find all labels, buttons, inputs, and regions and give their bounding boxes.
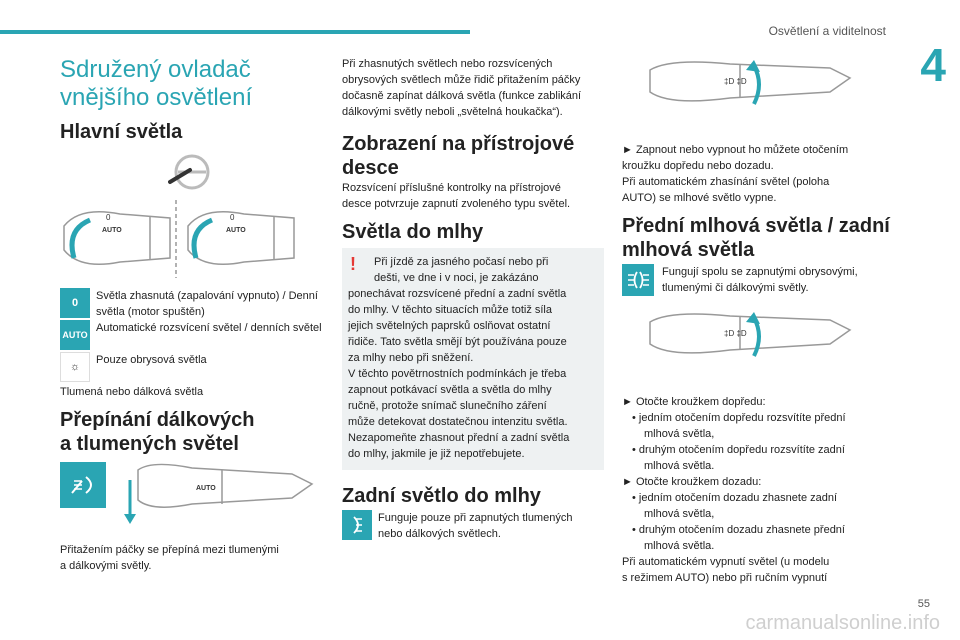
heading-zadni-svetlo: Zadní světlo do mlhy xyxy=(342,485,541,507)
step-line8: mlhová světla, xyxy=(644,508,715,520)
warning-line2: dešti, ve dne i v noci, je zakázáno xyxy=(374,272,539,284)
warning-line5: jejich světelných paprsků oslňovat ostatní xyxy=(348,320,551,332)
heading-hlavni-svetla: Hlavní světla xyxy=(60,121,183,143)
heading-zobrazeni-line2: desce xyxy=(342,157,399,179)
sidelights-icon: ☼ xyxy=(60,352,90,382)
warning-line6: řidiče. Tato světla smějí být používána pouze xyxy=(348,336,567,348)
flash-text-line4: dálkovými světly neboli „světelná houkačka“). xyxy=(342,106,563,118)
predni-text-line2: tlumenými či dálkovými světly. xyxy=(662,282,809,294)
warning-line4: do mlhy. V těchto situacích může totiž síla xyxy=(348,304,552,316)
chapter-number: 4 xyxy=(920,39,946,91)
lighting-stalk-illustration xyxy=(60,196,308,282)
svg-text:‡D ‡D: ‡D ‡D xyxy=(724,77,747,86)
flash-text-line3: dočasně zapínat dálková světla (funkce zablikání xyxy=(342,90,582,102)
step-line10: mlhová světla. xyxy=(644,540,715,552)
zobrazeni-text-line1: Rozsvícení příslušné kontrolky na přístrojové xyxy=(342,182,561,194)
main-heading-line2: vnějšího osvětlení xyxy=(60,84,253,111)
watermark: carmanualsonline.info xyxy=(745,612,940,634)
dipped-main-text: Tlumená nebo dálková světla xyxy=(60,386,204,398)
prepinani-text-line1: Přitažením páčky se přepíná mezi tlumenými xyxy=(60,544,279,556)
svg-text:AUTO: AUTO xyxy=(102,227,122,234)
step-line2: • jedním otočením dopředu rozsvítíte přední xyxy=(632,412,846,424)
heading-prepinani-line1: Přepínání dálkových xyxy=(60,409,255,431)
heading-predni-line2: mlhová světla xyxy=(622,239,755,261)
svg-text:AUTO: AUTO xyxy=(226,227,246,234)
warning-line13: do mlhy, jakmile je již nepotřebujete. xyxy=(348,448,525,460)
heading-svetla-do-mlhy: Světla do mlhy xyxy=(342,221,484,243)
step-line4: • druhým otočením dopředu rozsvítíte zadní xyxy=(632,444,845,456)
flash-text-line2: obrysových světlech může řidič přitažením páčky xyxy=(342,74,581,86)
section-title: Osvětlení a viditelnost xyxy=(768,24,886,38)
step-line6: ► Otočte kroužkem dozadu: xyxy=(622,476,762,488)
svg-text:AUTO: AUTO xyxy=(196,485,216,492)
heading-prepinani-line2: a tlumených světel xyxy=(60,433,239,455)
zadni-text-line1: Funguje pouze při zapnutých tlumených xyxy=(378,512,573,524)
step-line5: mlhová světla. xyxy=(644,460,715,472)
step-line1: ► Otočte kroužkem dopředu: xyxy=(622,396,766,408)
heading-predni-line1: Přední mlhová světla / zadní xyxy=(622,215,890,237)
fog-ring-text-line3: Při automatickém zhasínání světel (poloha xyxy=(622,176,830,188)
warning-line10: ručně, protože snímač slunečního záření xyxy=(348,400,547,412)
warning-line7: za mlhy nebo při sněžení. xyxy=(348,352,474,364)
warning-line12: Nezapomeňte zhasnout přední a zadní světla xyxy=(348,432,570,444)
step-line3: mlhová světla, xyxy=(644,428,715,440)
step-line11: Při automatickém vypnutí světel (u modelu xyxy=(622,556,830,568)
predni-text-line1: Fungují spolu se zapnutými obrysovými, xyxy=(662,266,858,278)
auto-icon: AUTO xyxy=(60,320,90,350)
rear-fog-icon xyxy=(342,510,372,540)
fog-ring-text-line2: kroužku dopředu nebo dozadu. xyxy=(622,160,774,172)
svg-text:0: 0 xyxy=(106,213,111,222)
warning-line8: V těchto povětrnostních podmínkách je třeba xyxy=(348,368,567,380)
prepinani-text-line2: a dálkovými světly. xyxy=(60,560,152,572)
front-rear-fog-icon xyxy=(622,264,654,296)
warning-line11: může detekovat dostatečnou intenzitu světla. xyxy=(348,416,568,428)
flash-text-line1: Při zhasnutých světlech nebo rozsvícených xyxy=(342,58,553,70)
zadni-text-line2: nebo dálkových světlech. xyxy=(378,528,501,540)
header-accent-bar xyxy=(0,30,470,34)
warning-line1: Při jízdě za jasného počasí nebo při xyxy=(374,256,549,268)
step-line9: • druhým otočením dozadu zhasnete přední xyxy=(632,524,845,536)
fog-ring-illustration-2 xyxy=(640,306,880,376)
step-line7: • jedním otočením dozadu zhasnete zadní xyxy=(632,492,838,504)
warning-line9: zapnout potkávací světla a světla do mlhy xyxy=(348,384,552,396)
svg-text:‡D ‡D: ‡D ‡D xyxy=(724,329,747,338)
fog-ring-text-line4: AUTO) se mlhové světlo vypne. xyxy=(622,192,777,204)
fog-ring-illustration xyxy=(640,54,880,124)
svg-text:0: 0 xyxy=(230,213,235,222)
fog-ring-text-line1: ► Zapnout nebo vypnout ho můžete otočením xyxy=(622,144,849,156)
main-beam-icon xyxy=(60,462,106,508)
legend-off-text: Světla zhasnutá (zapalování vypnuto) / Denní světla (motor spuštěn) xyxy=(96,290,318,318)
zobrazeni-text-line2: desce potvrzuje zapnutí zvoleného typu světel. xyxy=(342,198,571,210)
legend-sidelights-text: Pouze obrysová světla xyxy=(96,354,207,366)
main-heading-line1: Sdružený ovladač xyxy=(60,56,251,83)
legend-auto-text: Automatické rozsvícení světel / denních světel xyxy=(96,322,322,334)
steering-wheel-icon xyxy=(168,152,216,192)
heading-zobrazeni-line1: Zobrazení na přístrojové xyxy=(342,133,575,155)
step-line12: s režimem AUTO) nebo při ručním vypnutí xyxy=(622,572,828,584)
stalk-pull-illustration xyxy=(112,460,320,526)
warning-icon: ! xyxy=(350,254,356,274)
off-icon: 0 xyxy=(60,288,90,318)
warning-line3: ponechávat rozsvícené přední a zadní světla xyxy=(348,288,567,300)
page-number: 55 xyxy=(917,598,930,610)
